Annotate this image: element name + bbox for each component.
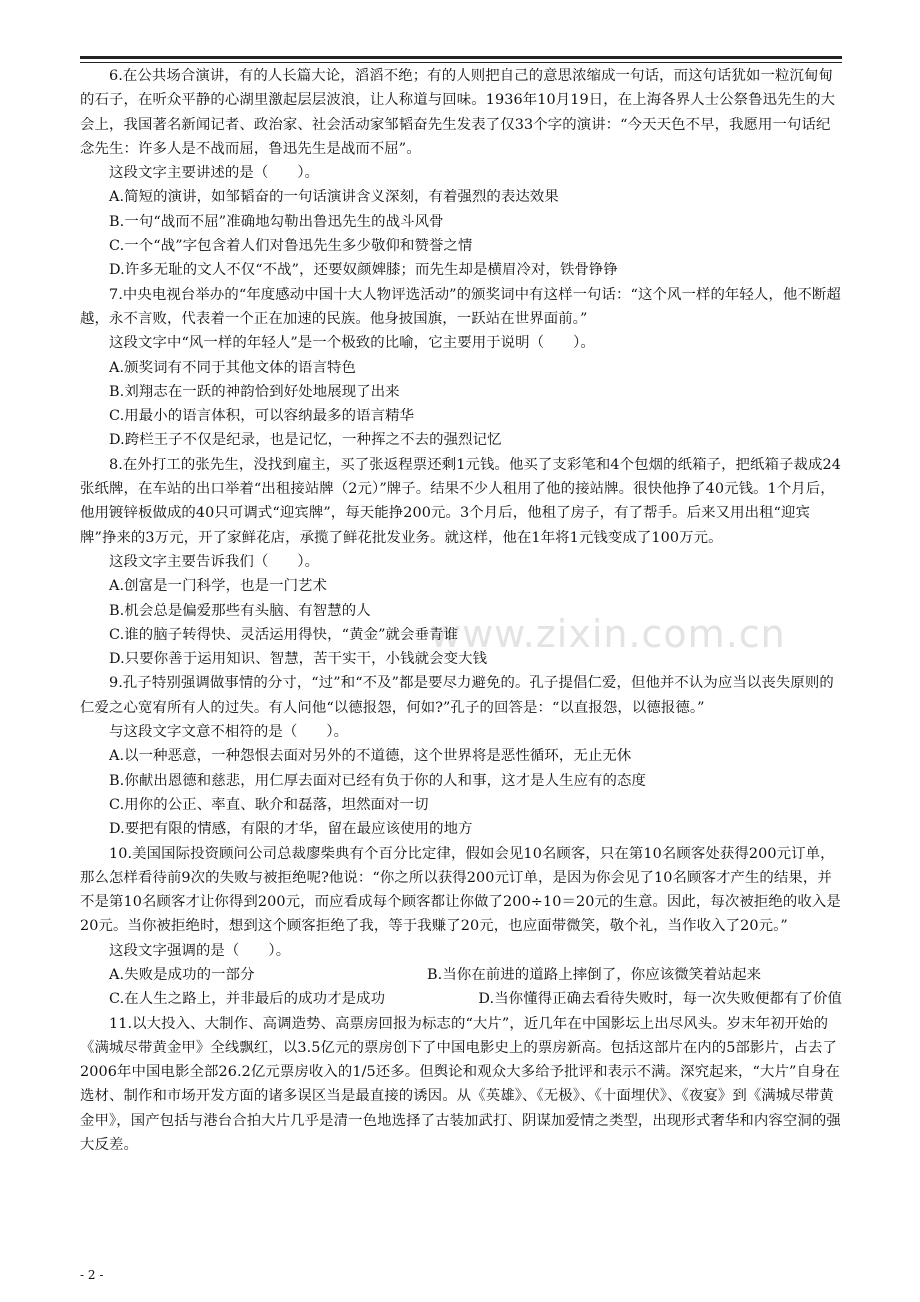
q9-option-c: C.用你的公正、率直、耿介和磊落，坦然面对一切 (109, 796, 429, 813)
q8-option-c: C.谁的脑子转得快、灵活运用得快，“黄金”就会垂青谁 (109, 626, 458, 643)
q10-option-c: C.在人生之路上，并非最后的成功才是成功 (109, 991, 386, 1008)
q7-option-c: C.用最小的语言体积，可以容纳最多的语言精华 (109, 408, 415, 425)
q7-option-d: D.跨栏王子不仅是纪录，也是记忆，一种挥之不去的强烈记忆 (109, 432, 502, 449)
q6-option-d: D.许多无耻的文人不仅“不战”，还要奴颜婢膝；而先生却是横眉冷对，铁骨铮铮 (109, 262, 618, 279)
q10-options-row-1 (80, 963, 842, 987)
q6-option-c: C.一个“战”字包含着人们对鲁迅先生多少敬仰和赞誉之情 (109, 238, 473, 255)
q9-stem: 9.孔子特别强调做事情的分寸，“过”和“不及”都是要尽力避免的。孔子提倡仁爱，但他并不认为应当以丧失原则的仁爱之心宽宥所有人的过失。有人问他“以德报怨，何如?”孔子的回答是：“以直报怨，以德报德。” (80, 675, 834, 716)
q8-option-b: B.机会总是偏爱那些有头脑、有智慧的人 (109, 602, 371, 619)
q9-option-b: B.你献出恩德和慈悲，用仁厚去面对已经有负于你的人和事，这才是人生应有的态度 (109, 772, 647, 789)
document-body (80, 64, 842, 1157)
q8-option-a: A.创富是一门科学，也是一门艺术 (109, 578, 328, 595)
q7-option-a: A.颁奖词有不同于其他文体的语言特色 (109, 359, 357, 376)
q8-option-d: D.只要你善于运用知识、智慧，苦干实干，小钱就会变大钱 (109, 651, 488, 668)
q8-stem: 8.在外打工的张先生，没找到雇主，买了张返程票还剩1元钱。他买了支彩笔和4个包烟的纸箱子，把纸箱子裁成24张纸牌，在车站的出口举着“出租接站牌（2元）”牌子。结果不少人租用了他的接站牌。很快他挣了40元钱。1个月后，他用镀锌板做成的40只可调式“迎宾牌”，每天能挣200元。3个月后，他租了房子，有了帮手。后来又用出租“迎宾牌”挣来的3万元，开了家鲜花店，承揽了鲜花批发业务。就这样，他在1年将1元钱变成了100万元。 (80, 456, 842, 546)
header-rule-thin (80, 62, 842, 63)
q7-stem: 7.中央电视台举办的“年度感动中国十大人物评选活动”的颁奖词中有这样一句话：“这个风一样的年轻人，他不断超越，永不言败，代表着一个正在加速的民族。他身披国旗，一跃站在世界面前。” (80, 286, 841, 327)
q9-question: 与这段文字文意不相符的是（ ）。 (109, 724, 349, 741)
q10-options-row-2 (80, 987, 842, 1011)
q10-option-b: B.当你在前进的道路上摔倒了，你应该微笑着站起来 (427, 966, 762, 983)
header-rule-thick (80, 56, 842, 59)
q7-question: 这段文字中“风一样的年轻人”是一个极致的比喻，它主要用于说明（ ）。 (109, 335, 595, 352)
q10-option-d: D.当你懂得正确去看待失败时，每一次失败便都有了价值 (478, 991, 842, 1008)
watermark: www.zixin.com.cn (430, 612, 786, 656)
q7-option-b: B.刘翔志在一跃的神韵恰到好处地展现了出来 (109, 383, 400, 400)
q6-question: 这段文字主要讲述的是（ ）。 (109, 165, 320, 182)
q9-option-d: D.要把有限的情感，有限的才华，留在最应该使用的地方 (109, 821, 473, 838)
q11-stem: 11.以大投入、大制作、高调造势、高票房回报为标志的“大片”，近几年在中国影坛上出尽风头。岁末年初开始的《满城尽带黄金甲》全线飘红，以3.5亿元的票房创下了中国电影史上的票房新高。包括这部片在内的5部影片，占去了2006年中国电影全部26.2亿元票房收入的1/5还多。但舆论和观众大多给予批评和表示不满。深究起来，“大片”自身在选材、制作和市场开发方面的诸多误区当是最直接的诱因。从《英雄》、《无极》、《十面埋伏》、《夜宴》到《满城尽带黄金甲》，国产包括与港台合拍大片几乎是清一色地选择了古装加武打、阴谋加爱情之类型，出现形式奢华和内容空洞的强大反差。 (80, 1015, 841, 1154)
q10-stem: 10.美国国际投资顾问公司总裁廖柴典有个百分比定律，假如会见10名顾客，只在第10名顾客处获得200元订单，那么怎样看待前9次的失败与被拒绝呢?他说：“你之所以获得200元订单，是因为你会见了10名顾客才产生的结果，并不是第10名顾客才让你得到200元，而应看成每个顾客都让你做了200÷10＝20元的生意。因此，每次被拒绝的收入是20元。当你被拒绝时，想到这个顾客拒绝了我，等于我赚了20元，也应面带微笑，敬个礼，当作收入了20元。” (80, 845, 841, 935)
q6-option-a: A.简短的演讲，如邹韬奋的一句话演讲含义深刻，有着强烈的表达效果 (109, 189, 559, 206)
q6-stem: 6.在公共场合演讲，有的人长篇大论，滔滔不绝；有的人则把自己的意思浓缩成一句话，而这句话犹如一粒沉甸甸的石子，在听众平静的心湖里激起层层波浪，让人称道与回味。1936年10月19日，在上海各界人士公祭鲁迅先生的大会上，我国著名新闻记者、政治家、社会活动家邹韬奋先生发表了仅33个字的演讲：“今天天色不早，我愿用一句话纪念先生：许多人是不战而屈，鲁迅先生是战而不屈”。 (80, 68, 836, 157)
q9-option-a: A.以一种恶意，一种怨恨去面对另外的不道德，这个世界将是恶性循环，无止无休 (109, 748, 632, 765)
q10-option-a: A.失败是成功的一部分 (109, 966, 255, 983)
q10-question: 这段文字强调的是（ ）。 (109, 942, 291, 959)
q6-option-b: B.一句“战而不屈”准确地勾勒出鲁迅先生的战斗风骨 (109, 213, 444, 230)
page-number: - 2 - (80, 1268, 104, 1282)
q8-question: 这段文字主要告诉我们（ ）。 (109, 553, 320, 570)
